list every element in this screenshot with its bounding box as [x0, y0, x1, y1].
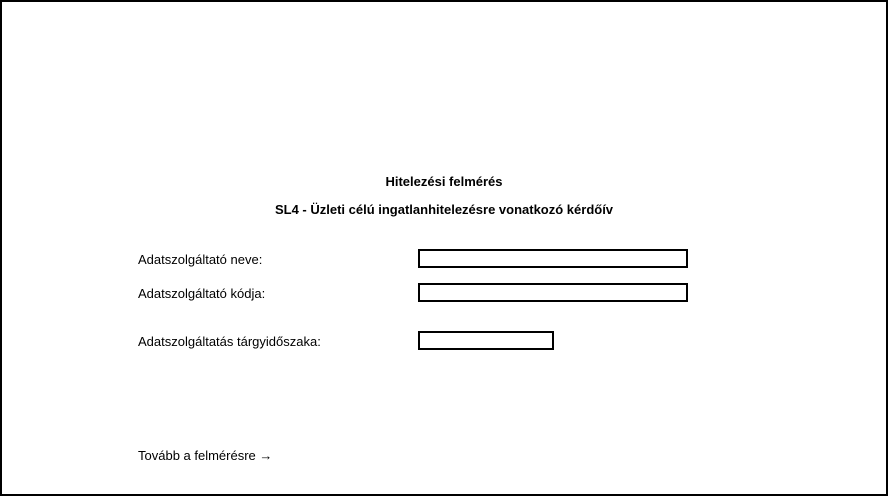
page-title: Hitelezési felmérés [385, 174, 503, 189]
provider-code-input[interactable] [418, 283, 688, 302]
survey-subtitle: SL4 - Üzleti célú ingatlanhitelezésre vonatkozó kérdőív [274, 202, 614, 217]
reporting-period-input[interactable] [418, 331, 554, 350]
provider-name-label: Adatszolgáltató neve: [138, 252, 263, 267]
provider-code-label: Adatszolgáltató kódja: [138, 286, 266, 301]
reporting-period-label: Adatszolgáltatás tárgyidőszaka: [138, 334, 321, 349]
continue-to-survey-link[interactable]: Tovább a felmérésre → [138, 448, 273, 463]
provider-name-input[interactable] [418, 249, 688, 268]
